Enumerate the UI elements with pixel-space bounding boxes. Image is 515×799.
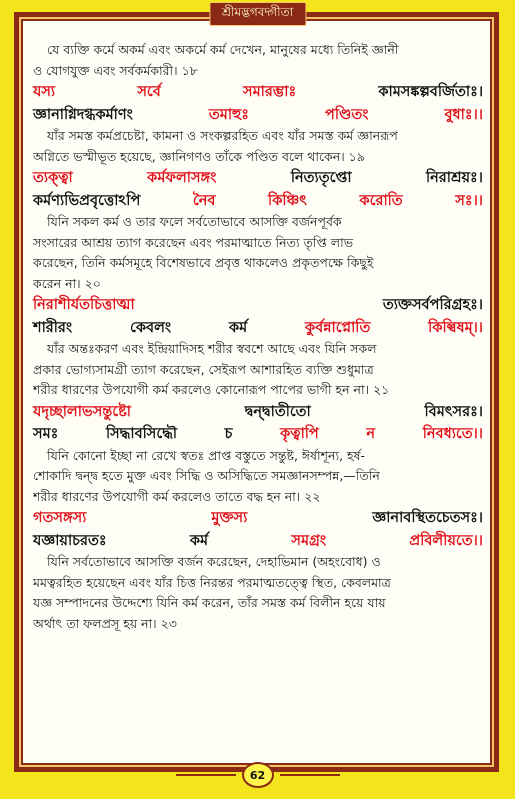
verse-word: নিত্যতৃপ্তো: [290, 170, 352, 186]
sanskrit-verse: [33, 167, 483, 212]
verse-line: [33, 423, 483, 446]
paragraph-line: সংসারের আশ্রয় ত্যাগ করেছেন এবং পরমাত্মাতে নিত্য তৃপ্তি লাভ: [33, 234, 354, 250]
verse-line: [33, 530, 483, 553]
sanskrit-verse: [33, 294, 483, 339]
verse-word: কর্ম: [189, 532, 209, 549]
translation-paragraph: [33, 339, 483, 401]
paragraph-line: অগ্নিতে ভস্মীভূত হয়েছে, জ্ঞানিগণও তাঁকে পণ্ডিত বলে থাকেন। ১৯: [33, 148, 365, 164]
verse-word: কুর্বন্নাপ্নোতি: [305, 319, 371, 336]
verse-line: [33, 317, 483, 340]
verse-word: সমঃ: [33, 426, 59, 442]
verse-word: বুধাঃ।।: [444, 106, 483, 123]
paragraph-line: যিনি কোনো ইচ্ছা না রেখে স্বতঃ প্রাপ্ত বস্তুতে সন্তুষ্ট, ঈর্ষাশূন্য, হর্ষ-: [47, 447, 365, 463]
verse-word: কর্ম: [228, 319, 248, 336]
verse-word: ন: [366, 426, 376, 442]
paragraph-line: প্রকার ভোগ্যসামগ্রী ত্যাগ করেছেন, সেইরূপ আশারহিত ব্যক্তি শুধুমাত্র: [33, 361, 374, 377]
verse-word: ত্যক্তসর্বপরিগ্রহঃ।: [382, 297, 483, 313]
ornament-line-left: [176, 774, 236, 776]
paragraph-line: শরীর ধারণের উপযোগী কর্ম করলেও কোনোরূপ পাপের ভাগী হন না। ২১: [33, 382, 390, 397]
verse-word: কর্মণ্যভিপ্রবৃত্তোঽপি: [33, 192, 141, 209]
ornament-line-right: [280, 774, 340, 776]
paragraph-line: করেন না। ২০: [33, 275, 101, 291]
verse-word: যদৃচ্ছালাভসন্তুষ্টো: [33, 403, 132, 420]
sanskrit-verse: [33, 401, 483, 446]
verse-word: সর্বে: [137, 84, 161, 100]
verse-word: দ্বন্দ্বাতীতো: [244, 403, 311, 420]
verse-word: করোতি: [359, 192, 403, 209]
verse-word: কিল্বিষম্।।: [428, 319, 483, 336]
paragraph-line: যাঁর অন্তঃকরণ এবং ইন্দ্রিয়াদিসহ শরীর স্ববশে আছে এবং যিনি সকল: [47, 341, 377, 356]
verse-word: নিরাশীর্যতচিত্তাত্মা: [33, 297, 135, 313]
paragraph-line: ও যোগযুক্ত এবং সর্বকর্মকারী। ১৮: [33, 62, 198, 78]
verse-word: জ্ঞানাবস্থিতচেতসঃ।: [372, 510, 483, 526]
paragraph-line: যে ব্যক্তি কর্মে অকর্ম এবং অকর্মে কর্ম দেখেন, মানুষের মধ্যে তিনিই জ্ঞানী: [47, 42, 399, 57]
paragraph-line: যাঁর সমস্ত কর্মপ্রচেষ্টা, কামনা ও সংকল্পরহিত এবং যাঁর সমস্ত কর্ম জ্ঞানরূপ: [47, 128, 398, 143]
verse-word: বিমৎসরঃ।: [424, 403, 483, 420]
paragraph-line: করেছেন, তিনি কর্মসমূহে বিশেষভাবে প্রবৃত্ত থাকলেও প্রকৃতপক্ষে কিছুই: [33, 255, 374, 270]
paragraph-line: যিনি সকল কর্ম ও তার ফলে সর্বতোভাবে আসক্তি বর্জনপূর্বক: [47, 214, 342, 229]
verse-word: কেবলং: [129, 319, 172, 336]
translation-paragraph: [33, 446, 483, 508]
verse-word: কর্মফলাসঙ্গং: [147, 170, 217, 186]
translation-paragraph: [33, 552, 483, 634]
verse-line: [33, 190, 483, 213]
verse-word: মুক্তস্য: [211, 510, 248, 526]
page-number: 62: [242, 762, 274, 788]
verse-word: চ: [224, 426, 233, 442]
paragraph-line: অর্থাৎ তা ফলপ্রসূ হয় না। ২৩: [33, 615, 177, 631]
translation-paragraph: [33, 40, 483, 81]
paragraph-line: শোকাদি দ্বন্দ্ব হতে মুক্ত এবং সিদ্ধি ও অসিদ্ধিতে সমজ্ঞানসম্পন্ন,—তিনি: [33, 468, 380, 483]
verse-word: সমারম্ভাঃ: [243, 84, 297, 100]
verse-word: শারীরং: [33, 319, 73, 336]
verse-word: কামসঙ্কল্পবর্জিতাঃ।: [378, 84, 483, 100]
verse-word: কিঞ্চিৎ: [268, 192, 307, 209]
page-content: [33, 40, 483, 634]
verse-word: কৃত্বাপি: [280, 426, 319, 442]
paragraph-line: শরীর ধারণের উপযোগী কর্ম করলেও তাতে বদ্ধ হন না। ২২: [33, 488, 321, 504]
verse-word: যস্য: [33, 84, 56, 100]
verse-line: [33, 294, 483, 317]
paragraph-line: যিনি সর্বতোভাবে আসক্তি বর্জন করেছেন, দেহাভিমান (অহংবোধ) ও: [47, 554, 381, 569]
verse-word: সিদ্ধাবসিদ্ধৌ: [106, 426, 177, 442]
sanskrit-verse: [33, 507, 483, 552]
sanskrit-verse: [33, 81, 483, 126]
translation-paragraph: [33, 212, 483, 294]
page-number-ornament: [176, 762, 340, 788]
verse-line: [33, 104, 483, 127]
verse-word: নিবধ্যতে।।: [422, 426, 483, 442]
verse-word: সঃ।।: [455, 192, 483, 209]
verse-word: যজ্ঞায়াচরতঃ: [33, 532, 107, 549]
verse-line: [33, 81, 483, 104]
paragraph-line: যজ্ঞ সম্পাদনের উদ্দেশ্যে যিনি কর্ম করেন, তাঁর সমস্ত কর্ম বিলীন হয়ে যায়: [33, 595, 386, 610]
verse-word: তমাহুঃ: [208, 106, 250, 123]
translation-paragraph: [33, 126, 483, 167]
verse-word: পণ্ডিতং: [325, 106, 369, 123]
verse-word: ত্যক্ত্বা: [33, 170, 73, 186]
verse-line: [33, 507, 483, 530]
verse-word: প্রবিলীয়তে।।: [409, 532, 483, 549]
verse-word: নৈব: [192, 192, 216, 209]
verse-line: [33, 167, 483, 190]
verse-word: নিরাশ্রয়ঃ।: [425, 170, 483, 186]
paragraph-line: মমত্বরহিত হয়েছেন এবং যাঁর চিত্ত নিরন্তর পরমাত্মতত্ত্বে স্থিত, কেবলমাত্র: [33, 574, 391, 590]
verse-line: [33, 401, 483, 424]
verse-word: গতসঙ্গস্য: [33, 510, 87, 526]
header-title: শ্রীমদ্ভগবদ্গীতা: [209, 2, 306, 26]
verse-word: জ্ঞানাগ্নিদগ্ধকর্মাণং: [33, 106, 133, 123]
verse-word: সমগ্রং: [291, 532, 327, 549]
